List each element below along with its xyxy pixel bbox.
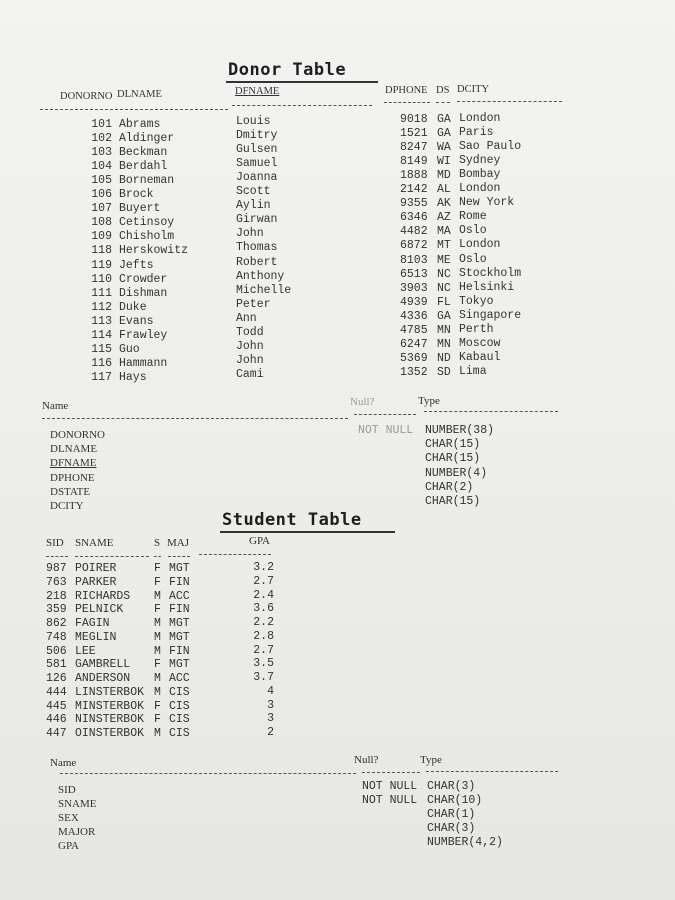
donor-cell-dphone: 6346 <box>400 211 428 225</box>
donor-rule-1 <box>40 109 228 110</box>
donor-cell-ds: ME <box>437 253 451 267</box>
student-cell-maj: ACC <box>169 589 190 603</box>
donor-cell-dcity: New York <box>459 196 515 210</box>
donor-cell-dlname: Herskowitz <box>119 244 189 258</box>
donor-cell-dlname: Brock <box>119 188 154 202</box>
donor-cell-ds: ND <box>437 351 451 365</box>
student-cell-sname: PELNICK <box>75 603 124 617</box>
donor-cell-dlname: Chisholm <box>119 230 175 244</box>
donor-cell-dfname: Thomas <box>236 241 278 255</box>
donor-cell-dcity: London <box>459 238 501 252</box>
student-cell-gpa: 3.5 <box>253 657 274 671</box>
donor-desc-type: CHAR(15) <box>425 438 481 452</box>
donor-cell-ds: NC <box>437 267 451 281</box>
student-cell-sname: LEE <box>75 644 96 658</box>
donor-cell-donorno: 115 <box>91 342 112 356</box>
student-cell-sex: M <box>154 617 161 630</box>
student-cell-maj: CIS <box>169 699 190 713</box>
student-header-maj: MAJ <box>167 537 190 549</box>
student-cell-gpa: 3 <box>267 712 274 726</box>
donor-cell-dlname: Beckman <box>119 146 168 160</box>
donor-cell-dcity: Tokyo <box>459 294 494 308</box>
donor-cell-ds: MD <box>437 169 451 183</box>
student-cell-maj: MGT <box>169 617 190 630</box>
donor-cell-dcity: Paris <box>459 126 494 140</box>
donor-cell-dlname: Jefts <box>119 258 154 272</box>
donor-cell-donorno: 118 <box>91 244 112 258</box>
student-cell-sid: 126 <box>46 672 67 685</box>
donor-cell-dlname: Abrams <box>119 118 161 131</box>
donor-cell-ds: WA <box>437 141 451 155</box>
donor-cell-dphone: 1888 <box>400 169 428 183</box>
donor-cell-dcity: Moscow <box>459 336 501 350</box>
donor-cell-dphone: 6872 <box>400 239 428 253</box>
donor-cell-ds: GA <box>437 113 451 126</box>
student-header-sid: SID <box>46 537 64 549</box>
donor-cell-dfname: Louis <box>236 115 271 128</box>
student-header-s: S <box>154 537 161 549</box>
donor-cell-donorno: 117 <box>91 370 112 384</box>
donor-header-dfname: DFNAME <box>235 86 280 97</box>
student-table-title: Student Table <box>222 510 362 530</box>
donor-cell-dphone: 6247 <box>400 337 428 351</box>
donor-cell-donorno: 113 <box>91 314 112 328</box>
donor-cell-dcity: Rome <box>459 210 487 224</box>
donor-cell-dfname: Joanna <box>236 171 278 185</box>
donor-cell-dcity: Singapore <box>459 308 522 322</box>
donor-cell-dlname: Cetinsoy <box>119 216 175 230</box>
donor-cell-dlname: Berdahl <box>119 160 168 174</box>
student-rule-2 <box>75 556 149 557</box>
donor-cell-dphone: 8247 <box>400 141 428 155</box>
donor-cell-ds: NC <box>437 281 451 295</box>
donor-cell-donorno: 116 <box>91 356 112 370</box>
student-cell-gpa: 3 <box>267 698 274 712</box>
donor-cell-dcity: Stockholm <box>459 266 522 280</box>
donor-cell-ds: WI <box>437 155 451 169</box>
donor-cell-dfname: Michelle <box>236 283 292 297</box>
donor-cell-donorno: 119 <box>91 258 112 272</box>
student-cell-sname: ANDERSON <box>75 672 131 685</box>
donor-cell-donorno: 114 <box>91 328 112 342</box>
student-cell-maj: CIS <box>169 727 190 740</box>
student-cell-sex: F <box>154 713 161 727</box>
donor-cell-dfname: Ann <box>236 311 257 325</box>
student-rule-1 <box>46 556 68 557</box>
donor-cell-donorno: 110 <box>91 272 112 286</box>
donor-cell-dphone: 4785 <box>400 323 428 337</box>
donor-desc-type: CHAR(15) <box>425 452 481 466</box>
donor-cell-donorno: 103 <box>91 146 112 160</box>
donor-cell-dphone: 9018 <box>400 113 428 126</box>
donor-cell-dlname: Crowder <box>119 272 168 286</box>
student-cell-maj: MGT <box>169 630 190 644</box>
donor-cell-dlname: Evans <box>119 314 154 328</box>
donor-cell-dphone: 1352 <box>400 365 428 379</box>
student-cell-sex: M <box>154 685 161 699</box>
donor-desc-null: NOT NULL <box>358 424 414 437</box>
donor-cell-donorno: 108 <box>91 216 112 230</box>
donor-cell-dphone: 4482 <box>400 225 428 239</box>
student-cell-sex: F <box>154 575 161 589</box>
donor-cell-dcity: Sao Paulo <box>459 140 522 154</box>
student-cell-sname: MEGLIN <box>75 630 117 644</box>
student-cell-sex: M <box>154 727 161 740</box>
student-desc-header-name: Name <box>50 757 77 769</box>
donor-cell-dfname: Dmitry <box>236 129 278 143</box>
donor-header-dphone: DPHONE <box>385 85 428 96</box>
student-cell-sex: M <box>154 630 161 644</box>
donor-cell-dcity: Oslo <box>459 252 487 266</box>
student-cell-gpa: 4 <box>267 684 274 698</box>
donor-cell-ds: GA <box>437 309 451 323</box>
donor-cell-dfname: Gulsen <box>236 143 278 157</box>
donor-desc-rule-1 <box>42 418 348 419</box>
donor-cell-ds: FL <box>437 295 451 309</box>
donor-cell-dlname: Aldinger <box>119 132 175 146</box>
student-cell-maj: CIS <box>169 685 190 699</box>
student-header-sname: SNAME <box>75 537 114 549</box>
student-cell-sid: 446 <box>46 713 67 727</box>
student-cell-sname: GAMBRELL <box>75 658 131 672</box>
donor-cell-dphone: 4939 <box>400 295 428 309</box>
student-cell-sname: RICHARDS <box>75 589 131 603</box>
student-cell-maj: CIS <box>169 713 190 727</box>
donor-cell-dfname: John <box>236 227 264 241</box>
donor-cell-dfname: Girwan <box>236 213 278 227</box>
donor-desc-name: DSTATE <box>50 485 91 498</box>
donor-cell-dphone: 6513 <box>400 267 428 281</box>
donor-cell-dlname: Duke <box>119 300 147 314</box>
donor-cell-ds: MN <box>437 337 451 351</box>
donor-cell-dlname: Dishman <box>119 286 168 300</box>
student-cell-sid: 444 <box>46 685 67 699</box>
donor-cell-dlname: Frawley <box>119 328 168 342</box>
student-cell-maj: FIN <box>169 603 190 617</box>
donor-header-dlname: DLNAME <box>117 89 162 100</box>
donor-cell-dcity: Kabaul <box>459 350 501 364</box>
donor-table-title: Donor Table <box>228 60 347 80</box>
donor-cell-dphone: 3903 <box>400 281 428 295</box>
student-desc-type: CHAR(3) <box>427 822 476 835</box>
donor-cell-dcity: Sydney <box>459 154 501 168</box>
student-desc-name: GPA <box>58 840 79 852</box>
student-cell-sex: F <box>154 603 161 617</box>
student-cell-gpa: 2.2 <box>253 616 274 629</box>
donor-cell-dcity: Helsinki <box>459 280 515 294</box>
donor-cell-dlname: Hays <box>119 370 147 384</box>
donor-header-dcity: DCITY <box>457 84 490 95</box>
student-cell-gpa: 2.7 <box>253 574 274 588</box>
student-desc-rule-3 <box>426 771 558 772</box>
donor-cell-dfname: John <box>236 339 264 353</box>
student-desc-type: NUMBER(4,2) <box>427 836 503 849</box>
donor-rule-3 <box>384 102 430 103</box>
donor-cell-dfname: Cami <box>236 367 264 381</box>
donor-cell-dphone: 4336 <box>400 309 428 323</box>
donor-desc-type: NUMBER(38) <box>425 424 495 437</box>
student-cell-maj: MGT <box>169 658 190 672</box>
donor-cell-donorno: 111 <box>91 286 112 300</box>
donor-cell-dcity: Perth <box>459 322 494 336</box>
student-cell-gpa: 2.4 <box>253 588 274 602</box>
student-desc-rule-1 <box>60 773 356 774</box>
donor-rule-4 <box>436 102 450 103</box>
donor-rule-2 <box>232 105 372 106</box>
donor-desc-name: DLNAME <box>50 443 98 456</box>
donor-cell-dphone: 1521 <box>400 127 428 141</box>
student-rule-3 <box>154 556 161 557</box>
student-cell-maj: FIN <box>169 575 190 589</box>
student-cell-gpa: 3.6 <box>253 602 274 616</box>
donor-cell-ds: MN <box>437 323 451 337</box>
donor-cell-dfname: John <box>236 353 264 367</box>
student-desc-header-type: Type <box>420 754 442 766</box>
donor-cell-dphone: 8149 <box>400 155 428 169</box>
student-cell-sex: F <box>154 699 161 713</box>
donor-cell-dcity: London <box>459 182 501 196</box>
donor-cell-ds: SD <box>437 365 451 379</box>
student-header-gpa: GPA <box>249 535 270 547</box>
student-cell-sid: 218 <box>46 589 67 603</box>
student-cell-sex: M <box>154 672 161 685</box>
donor-cell-ds: AK <box>437 197 451 211</box>
donor-desc-name: DPHONE <box>50 471 95 484</box>
donor-desc-name: DCITY <box>50 500 84 512</box>
donor-cell-dcity: Lima <box>459 364 487 378</box>
donor-cell-donorno: 102 <box>91 132 112 146</box>
donor-cell-donorno: 104 <box>91 160 112 174</box>
donor-desc-name: DONORNO <box>50 429 105 441</box>
donor-rule-5 <box>457 101 562 102</box>
student-cell-sex: F <box>154 658 161 672</box>
donor-desc-rule-3 <box>424 411 558 412</box>
student-cell-sname: NINSTERBOK <box>75 713 145 727</box>
student-cell-gpa: 2 <box>267 726 274 739</box>
student-cell-sname: OINSTERBOK <box>75 727 145 740</box>
student-cell-maj: ACC <box>169 672 190 685</box>
student-cell-sid: 862 <box>46 617 67 630</box>
student-cell-maj: MGT <box>169 562 190 575</box>
student-cell-sname: LINSTERBOK <box>75 685 145 699</box>
student-cell-gpa: 3.2 <box>253 561 274 574</box>
donor-cell-dcity: Oslo <box>459 224 487 238</box>
student-desc-name: MAJOR <box>58 826 96 838</box>
donor-cell-dphone: 9355 <box>400 197 428 211</box>
donor-cell-dcity: Bombay <box>459 168 501 182</box>
student-desc-name: SNAME <box>58 798 97 810</box>
donor-desc-name: DFNAME <box>50 457 97 470</box>
donor-cell-ds: MA <box>437 225 451 239</box>
student-cell-sex: F <box>154 562 161 575</box>
donor-cell-dfname: Samuel <box>236 157 278 171</box>
donor-cell-donorno: 105 <box>91 174 112 188</box>
donor-desc-header-null: Null? <box>350 396 375 408</box>
donor-cell-ds: MT <box>437 239 451 253</box>
donor-cell-dfname: Robert <box>236 255 278 269</box>
donor-cell-dfname: Scott <box>236 185 271 199</box>
donor-cell-dcity: London <box>459 112 501 125</box>
student-cell-sname: MINSTERBOK <box>75 699 145 713</box>
student-title-underline <box>220 531 395 533</box>
donor-cell-dphone: 5369 <box>400 351 428 365</box>
donor-desc-header-name: Name <box>42 400 69 412</box>
donor-cell-dlname: Guo <box>119 342 140 356</box>
student-cell-sid: 359 <box>46 603 67 617</box>
donor-cell-dphone: 8103 <box>400 253 428 267</box>
donor-cell-dlname: Borneman <box>119 174 175 188</box>
donor-cell-dphone: 2142 <box>400 183 428 197</box>
donor-cell-donorno: 106 <box>91 188 112 202</box>
student-desc-type: CHAR(10) <box>427 794 483 807</box>
donor-cell-dfname: Anthony <box>236 269 285 283</box>
student-cell-sid: 748 <box>46 630 67 644</box>
student-cell-sid: 445 <box>46 699 67 713</box>
student-cell-sid: 763 <box>46 575 67 589</box>
student-desc-name: SEX <box>58 812 79 824</box>
student-desc-null: NOT NULL <box>362 780 418 793</box>
donor-header-donorno: DONORNO <box>60 91 113 102</box>
student-cell-gpa: 3.7 <box>253 671 274 684</box>
student-cell-sid: 447 <box>46 727 67 740</box>
donor-cell-ds: AL <box>437 183 451 197</box>
donor-desc-type: CHAR(15) <box>425 495 481 508</box>
student-desc-rule-2 <box>362 772 420 773</box>
donor-cell-dfname: Aylin <box>236 199 271 213</box>
student-rule-4 <box>168 556 190 557</box>
student-desc-name: SID <box>58 784 76 796</box>
student-cell-sex: M <box>154 644 161 658</box>
student-cell-sname: PARKER <box>75 575 117 589</box>
donor-cell-dfname: Todd <box>236 325 264 339</box>
donor-desc-header-type: Type <box>418 395 440 407</box>
donor-cell-dlname: Buyert <box>119 202 161 216</box>
donor-header-ds: DS <box>436 85 450 96</box>
student-cell-gpa: 2.8 <box>253 629 274 643</box>
student-cell-sex: M <box>154 589 161 603</box>
student-rule-5 <box>199 554 271 555</box>
student-cell-sid: 581 <box>46 658 67 672</box>
donor-cell-donorno: 101 <box>91 118 112 131</box>
student-desc-type: CHAR(3) <box>427 780 476 793</box>
donor-cell-ds: GA <box>437 127 451 141</box>
student-cell-maj: FIN <box>169 644 190 658</box>
student-cell-sid: 506 <box>46 644 67 658</box>
donor-desc-type: NUMBER(4) <box>425 466 488 480</box>
student-cell-gpa: 2.7 <box>253 643 274 657</box>
donor-cell-ds: AZ <box>437 211 451 225</box>
donor-cell-donorno: 107 <box>91 202 112 216</box>
donor-title-underline <box>226 81 378 83</box>
student-desc-null: NOT NULL <box>362 794 418 807</box>
donor-cell-donorno: 112 <box>91 300 112 314</box>
donor-cell-dlname: Hammann <box>119 356 168 370</box>
student-cell-sname: POIRER <box>75 562 117 575</box>
student-cell-sid: 987 <box>46 562 67 575</box>
student-desc-header-null: Null? <box>354 754 379 766</box>
donor-desc-rule-2 <box>354 414 416 415</box>
student-cell-sname: FAGIN <box>75 617 110 630</box>
student-desc-type: CHAR(1) <box>427 808 476 821</box>
donor-cell-donorno: 109 <box>91 230 112 244</box>
donor-cell-dfname: Peter <box>236 297 271 311</box>
donor-desc-type: CHAR(2) <box>425 480 474 494</box>
